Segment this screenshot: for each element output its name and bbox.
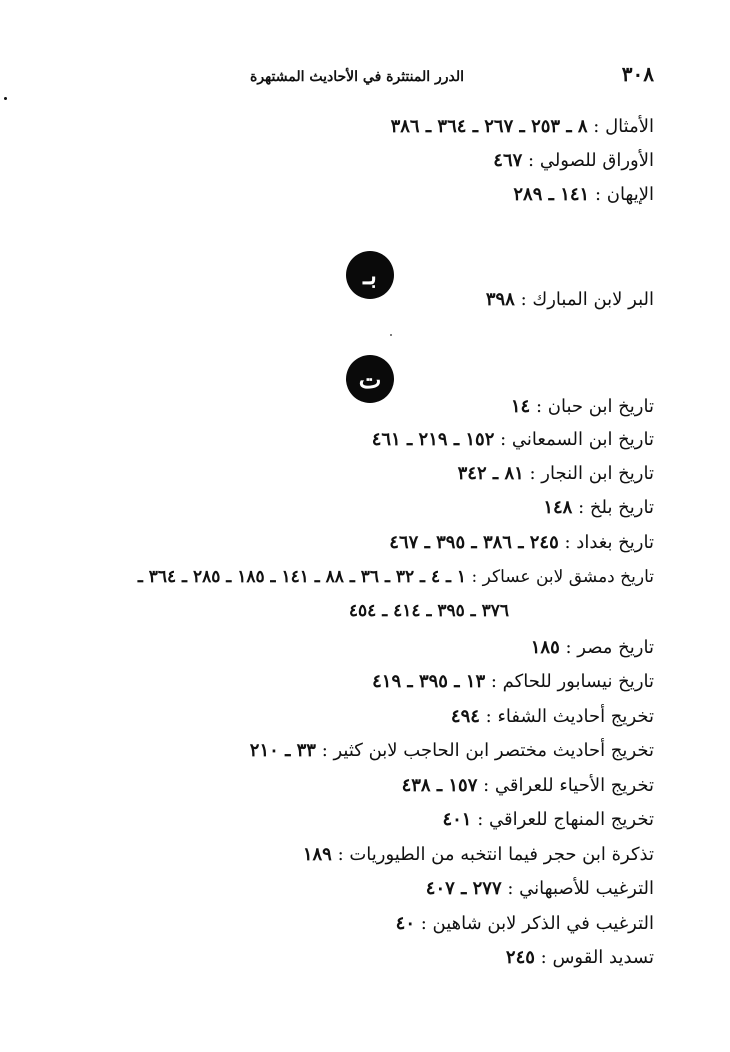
- index-entry: الترغيب في الذكر لابن شاهين : ٤٠: [395, 913, 654, 934]
- page-number: ٣٠٨: [621, 62, 654, 86]
- index-entry: تخريج أحاديث الشفاء : ٤٩٤: [450, 706, 654, 727]
- index-entry: تسديد القوس : ٢٤٥: [505, 947, 654, 968]
- section-letter-badge: ت: [346, 355, 394, 403]
- index-entry: الإيهان : ١٤١ ـ ٢٨٩: [513, 184, 654, 205]
- margin-mark: [4, 97, 7, 100]
- index-entry: تذكرة ابن حجر فيما انتخبه من الطيوريات : ١٨٩: [302, 844, 654, 865]
- running-title: الدرر المنتثرة في الأحاديث المشتهرة: [250, 69, 465, 85]
- print-speck: [390, 334, 392, 336]
- index-entry: تاريخ ابن السمعاني : ١٥٢ ـ ٢١٩ ـ ٤٦١: [371, 429, 654, 450]
- index-entry: تاريخ بلخ : ١٤٨: [543, 497, 654, 518]
- section-letter-badge: بـ: [346, 251, 394, 299]
- index-entry: الترغيب للأصبهاني : ٢٧٧ ـ ٤٠٧: [425, 878, 654, 899]
- index-entry: الأمثال : ٨ ـ ٢٥٣ ـ ٢٦٧ ـ ٣٦٤ ـ ٣٨٦: [390, 116, 654, 137]
- index-entry-continuation: ٣٧٦ ـ ٣٩٥ ـ ٤١٤ ـ ٤٥٤: [348, 601, 509, 621]
- index-entry: تخريج أحاديث مختصر ابن الحاجب لابن كثير : ٣٣ ـ ٢١٠: [249, 740, 654, 761]
- index-entry: تاريخ مصر : ١٨٥: [530, 637, 654, 658]
- index-entry: تاريخ بغداد : ٢٤٥ ـ ٣٨٦ ـ ٣٩٥ ـ ٤٦٧: [389, 532, 654, 553]
- index-entry: تاريخ ابن النجار : ٨١ ـ ٣٤٢: [457, 463, 654, 484]
- index-entry: تخريج المنهاج للعراقي : ٤٠١: [442, 809, 654, 830]
- index-entry: الأوراق للصولي : ٤٦٧: [493, 150, 654, 171]
- page-header: [250, 62, 654, 86]
- index-entry: تاريخ دمشق لابن عساكر : ١ ـ ٤ ـ ٣٢ ـ ٣٦ ـ ٨٨ ـ ١٤١ ـ ١٨٥ ـ ٢٨٥ ـ ٣٦٤ ـ: [137, 567, 654, 587]
- index-entry: البر لابن المبارك : ٣٩٨: [485, 289, 654, 310]
- index-entry: تخريج الأحياء للعراقي : ١٥٧ ـ ٤٣٨: [401, 775, 654, 796]
- index-entry: تاريخ ابن حبان : ١٤: [510, 396, 654, 417]
- index-entry: تاريخ نيسابور للحاكم : ١٣ ـ ٣٩٥ ـ ٤١٩: [372, 671, 654, 692]
